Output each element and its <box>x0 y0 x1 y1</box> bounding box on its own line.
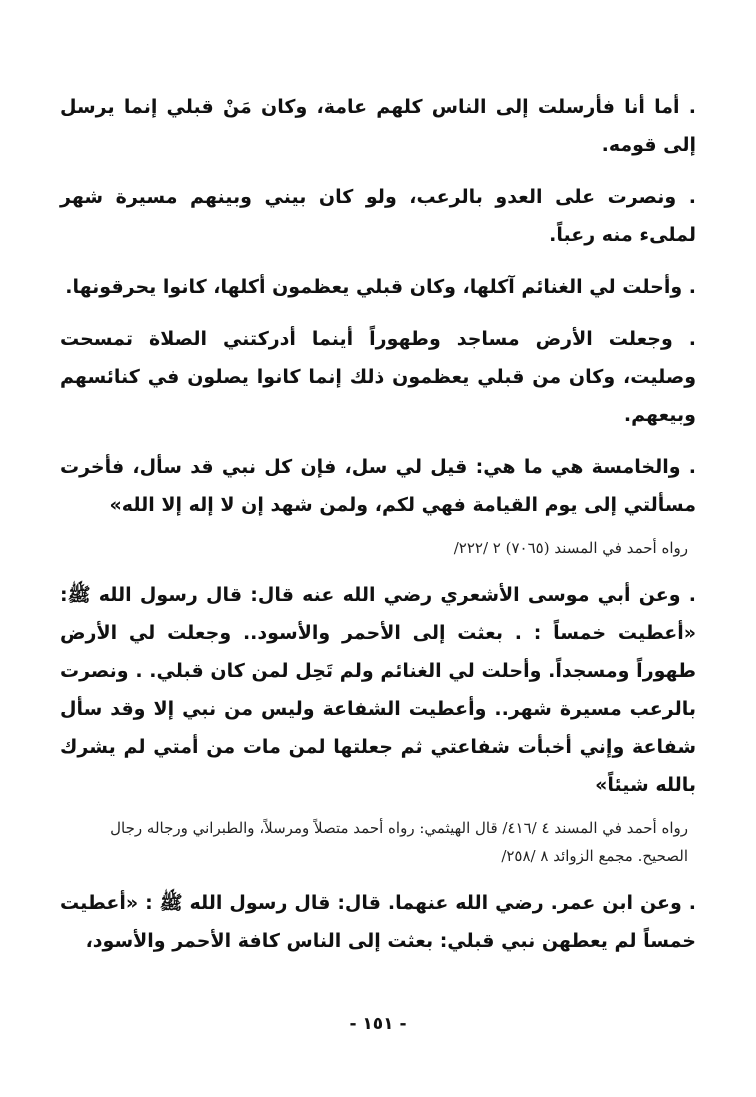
page-number: - ١٥١ - <box>349 1014 407 1034</box>
text-paragraph-5: . والخامسة هي ما هي: قيل لي سل، فإن كل نبي قد سأل، فأخرت مسألتي إلى يوم القيامة فهي لكم، ولمن شهد إن لا إله إلا الله» <box>60 456 696 516</box>
text-paragraph-1: . أما أنا فأرسلت إلى الناس كلهم عامة، وكان مَنْ قبلي إنما يرسل إلى قومه. <box>60 96 696 156</box>
text-paragraph-4: . وجعلت الأرض مساجد وطهوراً أينما أدركتني الصلاة تمسحت وصليت، وكان من قبلي يعظمون ذلك إنما كانوا يصلون في كنائسهم وبيعهم. <box>60 328 696 426</box>
text-paragraph-6: . وعن أبي موسى الأشعري رضي الله عنه قال: قال رسول الله ﷺ: «أعطيت خمساً : . بعثت إلى الأحمر والأسود.. وجعلت لي الأرض طهوراً ومسجداً. وأحلت لي الغنائم ولم تَحِل لمن كان قبلي. . ونصرت بالرعب مسيرة شهر.. وأعطيت الشفاعة وليس من نبي إلا وقد سأل شفاعة وإني أخبأت شفاعتي ثم جعلتها لمن مات من أمتي لم يشرك بالله شيئاً» <box>60 584 696 796</box>
text-paragraph-3: . وأحلت لي الغنائم آكلها، وكان قبلي يعظمون أكلها، كانوا يحرقونها. <box>65 276 696 298</box>
source-citation-1: رواه أحمد في المسند (٧٠٦٥) ٢ /٢٢٢/ <box>453 539 688 557</box>
text-paragraph-7: . وعن ابن عمر. رضي الله عنهما. قال: قال رسول الله ﷺ : «أعطيت خمساً لم يعطهن نبي قبلي: بعثت إلى الناس كافة الأحمر والأسود، <box>60 892 696 952</box>
source-citation-2: رواه أحمد في المسند ٤ /٤١٦/ قال الهيثمي: رواه أحمد متصلاً ومرسلاً، والطبراني ورجاله رجال الصحيح. مجمع الزوائد ٨ /٢٥٨/ <box>110 819 688 865</box>
text-paragraph-2: . ونصرت على العدو بالرعب، ولو كان بيني وبينهم مسيرة شهر لملىء منه رعباً. <box>60 186 696 246</box>
